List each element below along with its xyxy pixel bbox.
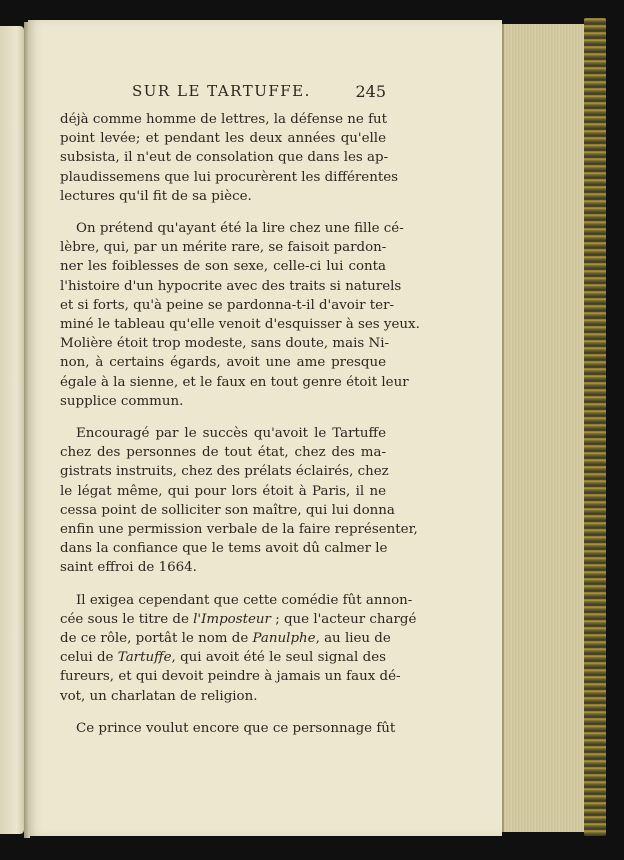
text-line: saint effroi de 1664. [60,560,197,576]
facing-page-edge [0,26,24,834]
page-number: 245 [355,82,386,101]
text-line: plaudissemens que lui procurèrent les différentes [60,169,399,185]
text-line: supplice commun. [60,393,184,409]
text-line [60,629,391,648]
text-line: vot, un charlatan de religion. [60,688,258,704]
text-line: dans la confiance que le tems avoit dû calmer le [60,541,388,557]
text-line: enfin une permission verbale de la faire représenter, [60,522,418,538]
paragraph-3 [60,424,418,578]
italic-title: l'Imposteur [193,611,271,627]
text-run: celui de [60,650,118,666]
page-header [60,82,386,110]
text-line: Molière étoit trop modeste, sans doute, mais Ni- [60,336,390,352]
page-content [60,82,420,751]
text-line: lèbre, qui, par un mérite rare, se faisoit pardon- [60,240,387,256]
text-line: égale à la sienne, et le faux en tout genre étoit leur [60,374,409,390]
text-line: lectures qu'il fit de sa pièce. [60,188,252,204]
text-line: l'histoire d'un hypocrite avec des traits si naturels [60,278,402,294]
text-line: point levée; et pendant les deux années qu'elle [60,131,386,147]
text-line: chez des personnes de tout état, chez des ma- [60,445,386,461]
text-run: ; que l'acteur chargé [270,611,417,627]
text-line: miné le tableau qu'elle venoit d'esquisser à ses yeux. [60,317,420,333]
paragraph-5 [60,719,396,738]
text-line: Ce prince voulut encore que ce personnage fût [76,720,396,736]
text-run: cée sous le titre de [60,611,194,627]
italic-name: Tartuffe [117,650,172,666]
text-run: , qui avoit été le seul signal des [171,650,387,666]
text-run: de ce rôle, portât le nom de [60,631,253,647]
text-line: le légat même, qui pour lors étoit à Paris, il ne [60,483,386,499]
text-line: ner les foiblesses de son sexe, celle-ci lui conta [60,259,386,275]
paragraph-2 [60,219,420,411]
text-line: fureurs, et qui devoit peindre à jamais un faux dé- [60,669,401,685]
text-line: cessa point de solliciter son maître, qui lui donna [60,502,395,518]
book-spine [584,18,606,836]
text-line: On prétend qu'ayant été la lire chez une fille cé- [76,221,404,237]
paragraph-4 [60,591,417,706]
running-head: SUR LE TARTUFFE. [132,82,311,100]
text-run: , au lieu de [315,631,391,647]
page-edges [502,24,586,832]
italic-name: Panulphe [252,631,316,647]
text-line: gistrats instruits, chez des prélats éclairés, chez [60,464,389,480]
text-line: subsista, il n'eut de consolation que dans les ap- [60,150,389,166]
text-line [60,610,417,629]
paragraph-1 [60,110,399,206]
text-line: et si forts, qu'à peine se pardonna-t-il d'avoir ter- [60,297,395,313]
text-line: déjà comme homme de lettres, la défense ne fut [60,112,388,127]
text-line [60,648,386,667]
text-line: non, à certains égards, avoit une ame presque [60,355,386,371]
text-line: Encouragé par le succès qu'avoit le Tartuffe [76,426,386,442]
text-line: Il exigea cependant que cette comédie fût annon- [76,592,413,608]
